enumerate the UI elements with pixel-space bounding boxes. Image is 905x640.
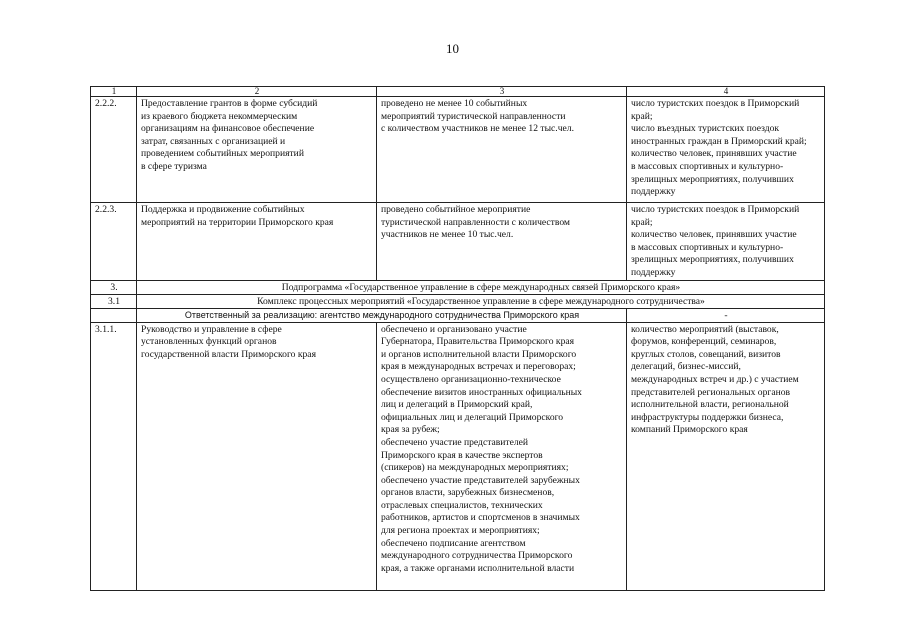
page-number: 10 — [446, 41, 459, 56]
responsible-text: Ответственный за реализацию: агентство международного сотрудничества Приморского края — [137, 308, 627, 322]
header-row — [91, 87, 825, 97]
complex-row — [91, 294, 825, 308]
empty-cell — [91, 308, 137, 322]
header-col-4: 4 — [627, 87, 825, 97]
header-col-3: 3 — [377, 87, 627, 97]
row-number: 2.2.2. — [91, 97, 137, 203]
responsible-row — [91, 308, 825, 322]
expected-result: проведено событийное мероприятие туристической направленности с количеством участников не менее 10 тыс.чел. — [377, 203, 627, 281]
measure-name: Руководство и управление в сфере установленных функций органов государственной власти Приморского края — [137, 322, 377, 590]
table-row — [91, 322, 825, 590]
row-number: 3.1.1. — [91, 322, 137, 590]
row-number: 2.2.3. — [91, 203, 137, 281]
indicator: число туристских поездок в Приморский край; количество человек, принявших участие в массовых спортивных и культурно- зрелищных мероприятиях, получивших поддержку — [627, 203, 825, 281]
complex-title: Комплекс процессных мероприятий «Государственное управление в сфере международного сотрудничества» — [137, 294, 825, 308]
header-col-2: 2 — [137, 87, 377, 97]
subprogram-number: 3. — [91, 280, 137, 294]
complex-number: 3.1 — [91, 294, 137, 308]
table-row — [91, 203, 825, 281]
indicator: число туристских поездок в Приморский край; число въездных туристских поездок иностранных граждан в Приморский край; количество человек, принявших участие в массовых спортивных и культурно- зрелищных мероприятиях, получивших поддержку — [627, 97, 825, 203]
subprogram-row — [91, 280, 825, 294]
responsible-dash: - — [627, 308, 825, 322]
measure-name: Предоставление грантов в форме субсидий из краевого бюджета некоммерческим организациям на финансовое обеспечение затрат, связанных с организацией и проведением событийных мероприятий в сфере туризма — [137, 97, 377, 203]
table-row — [91, 97, 825, 203]
indicator: количество мероприятий (выставок, форумов, конференций, семинаров, круглых столов, совещаний, визитов делегаций, бизнес-миссий, международных встреч и др.) с участием представителей региональных органов исполнительной власти, региональной инфраструктуры поддержки бизнеса, компаний Приморского края — [627, 322, 825, 590]
expected-result: проведено не менее 10 событийных мероприятий туристической направленности с количеством участников не менее 12 тыс.чел. — [377, 97, 627, 203]
measure-name: Поддержка и продвижение событийных мероприятий на территории Приморского края — [137, 203, 377, 281]
measures-table — [90, 86, 825, 591]
header-col-1: 1 — [91, 87, 137, 97]
expected-result: обеспечено и организовано участие Губернатора, Правительства Приморского края и органов исполнительной власти Приморского края в международных встречах и переговорах; осуществлено организационно-техническое обеспечение визитов иностранных официальных лиц и делегаций в Приморский край, официальных лиц и делегаций Приморского края за рубеж; обеспечено участие представителей Приморского края в качестве экспертов (спикеров) на международных мероприятиях; обеспечено участие представителей зарубежных органов власти, зарубежных бизнесменов, отраслевых специалистов, технических работников, артистов и спортсменов в значимых для региона проектах и мероприятиях; обеспечено подписание агентством международного сотрудничества Приморского края, а также органами исполнительной власти — [377, 322, 627, 590]
subprogram-title: Подпрограмма «Государственное управление в сфере международных связей Приморского края» — [137, 280, 825, 294]
